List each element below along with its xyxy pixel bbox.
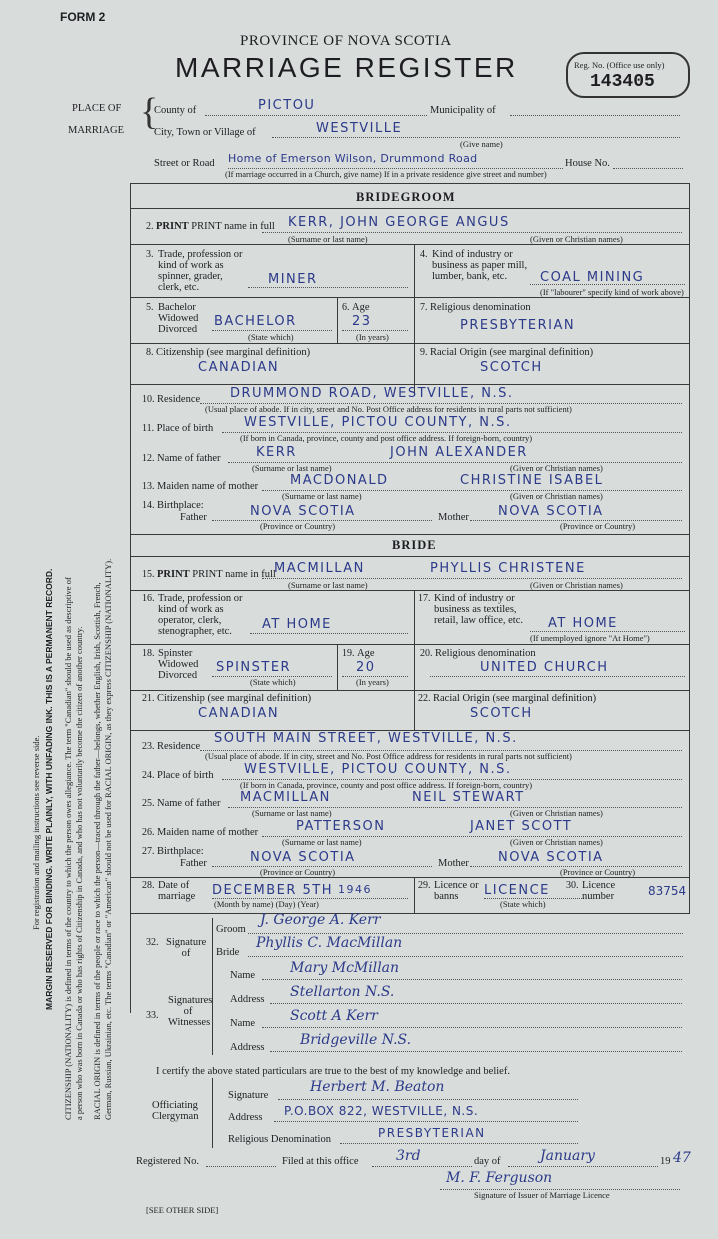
bride-given: PHYLLIS CHRISTENE: [430, 561, 586, 576]
groom-racial: SCOTCH: [480, 360, 543, 375]
licence-number: 83754: [648, 884, 687, 898]
groom-age-label: Age: [352, 302, 370, 313]
margin-instructions: For registration and mailing instructions see reverse side.: [31, 735, 41, 930]
groom-birth-note: (If born in Canada, province, county and post office address. If foreign-born, country): [240, 433, 533, 443]
brace-icon: {: [140, 91, 159, 133]
give-name-note: (Give name): [460, 139, 503, 149]
bride-industry: AT HOME: [548, 616, 618, 631]
signature-of-label: Signature of: [166, 937, 207, 959]
licence-number-label: Licence number: [582, 880, 616, 902]
bride-father-surname-note: (Surname or last name): [252, 808, 332, 818]
street-value: Home of Emerson Wilson, Drummond Road: [228, 152, 478, 165]
groom-mother-label: Maiden name of mother: [157, 481, 259, 492]
groom-in-years: (In years): [356, 332, 389, 342]
filed-label: Filed at this office: [282, 1156, 359, 1167]
groom-residence: DRUMMOND ROAD, WESTVILLE, N.S.: [230, 386, 514, 401]
groom-mother-prov-note: (Province or Country): [560, 521, 636, 531]
bride-birthplace-label: Place of birth: [157, 770, 214, 781]
bride-given-note: (Given or Christian names): [530, 580, 623, 590]
margin-binding-note: MARGIN RESERVED FOR BINDING. WRITE PLAINLY, WITH UNFADING INK. THIS IS A PERMANENT RECORD.: [44, 568, 54, 1010]
bride-racial-label: Racial Origin (see marginal definition): [433, 693, 597, 704]
groom-birthplace: WESTVILLE, PICTOU COUNTY, N.S.: [244, 415, 512, 430]
margin-racial-2: German, Russian, Ukrainian, etc. The terms "Canadian" or "American" should not be used for RACIAL ORIGIN, as they express CITIZENSHIP (NATIONALITY).: [103, 558, 113, 1120]
bride-industry-note: (If unemployed ignore "At Home"): [530, 633, 650, 643]
bride-status-label: Spinster Widowed Divorced: [158, 648, 199, 681]
bride-racial: SCOTCH: [470, 706, 533, 721]
print-name-bold: PRINT: [156, 221, 189, 232]
place-of-label: PLACE OF: [72, 103, 122, 114]
groom-mother-surname: MACDONALD: [290, 473, 389, 488]
city-value: WESTVILLE: [316, 121, 403, 136]
bride-trade-label: Trade, profession or kind of work as operator, clerk, stenographer, etc.: [158, 593, 243, 637]
groom-signature: J. George A. Kerr: [260, 912, 381, 928]
bride-mother-surname-note: (Surname or last name): [282, 837, 362, 847]
groom-religion-label: Religious denomination: [430, 302, 531, 313]
groom-bp-label: Birthplace:: [157, 500, 204, 511]
groom-mother-surname-note: (Surname or last name): [282, 491, 362, 501]
groom-father-given: JOHN ALEXANDER: [390, 445, 528, 460]
bride-status: SPINSTER: [216, 660, 292, 675]
city-label: City, Town or Village of: [154, 127, 256, 138]
groom-name-label: PRINT name in full: [191, 221, 275, 232]
clergy-denomination: PRESBYTERIAN: [378, 1126, 486, 1140]
bride-residence: SOUTH MAIN STREET, WESTVILLE, N.S.: [214, 731, 518, 746]
groom-citizenship: CANADIAN: [198, 360, 280, 375]
reg-number: 143405: [590, 72, 655, 92]
margin-citizenship-2: a person who was born in Canada or who has rights of Citizenship in Canada, and who has not voluntarily become the citizen of another country.: [74, 626, 84, 1120]
bridegroom-heading: BRIDEGROOM: [356, 190, 456, 204]
groom-age: 23: [352, 314, 372, 329]
groom-industry: COAL MINING: [540, 270, 645, 285]
licence-state-which: (State which): [500, 899, 546, 909]
groom-citizenship-label: Citizenship (see marginal definition): [156, 347, 311, 358]
bride-sig-label: Bride: [216, 947, 240, 958]
groom-state-which: (State which): [248, 332, 294, 342]
groom-industry-note: (If "labourer" specify kind of work above): [540, 287, 684, 297]
groom-father-bp: NOVA SCOTIA: [250, 504, 356, 519]
province-heading: PROVINCE OF NOVA SCOTIA: [240, 33, 452, 49]
issuer-signature: M. F. Ferguson: [446, 1170, 553, 1186]
groom-mother-given-note: (Given or Christian names): [510, 491, 603, 501]
form-number: FORM 2: [60, 10, 106, 24]
groom-bp-mother-label: Mother: [438, 512, 469, 523]
witness2-address: Bridgeville N.S.: [300, 1032, 412, 1048]
groom-trade-label: Trade, profession or kind of work as spinner, grader, clerk, etc.: [158, 249, 243, 293]
groom-birthplace-label: Place of birth: [156, 423, 214, 434]
clergy-address-label: Address: [228, 1112, 263, 1123]
witness1-address: Stellarton N.S.: [290, 984, 395, 1000]
bride-bp-label: Birthplace:: [157, 846, 204, 857]
issuer-label: Signature of Issuer of Marriage Licence: [474, 1190, 610, 1200]
bride-state-which: (State which): [250, 677, 296, 687]
bride-citizenship: CANADIAN: [198, 706, 280, 721]
certify-statement: I certify the above stated particulars are true to the best of my knowledge and belief.: [156, 1066, 510, 1077]
bride-in-years: (In years): [356, 677, 389, 687]
bride-father-label: Name of father: [157, 798, 221, 809]
bride-father-surname: MACMILLAN: [240, 790, 331, 805]
bride-name-label: PRINT name in full: [192, 569, 276, 580]
groom-mother-given: CHRISTINE ISABEL: [460, 473, 604, 488]
witnesses-label: Signatures of Witnesses: [168, 995, 213, 1028]
clergy-signature: Herbert M. Beaton: [310, 1079, 445, 1095]
groom-name: KERR, JOHN GEORGE ANGUS: [288, 215, 510, 230]
document-page: FORM 2 PROVINCE OF NOVA SCOTIA MARRIAGE REGISTER Reg. No. (Office use only) 143405 For registration and mailing instructions see reverse side. MARGIN RESERVED FOR BINDING. WRITE PLAINLY, WITH UNFADING INK. THIS IS A PERMANENT RECORD. CITIZENSHIP (NATIONALITY) is defined in terms of the country to which the person owes allegiance. The term "Canadian" should be used as descriptive of a person who was born in Canada or who has rights of Citizenship in Canada, and who has not voluntarily become the citizen of another country. RACIAL ORIGIN is defined in terms of the people or race to which the person—traced through the father—belongs, whether English, Irish, Scottish, French, German, Russian, Ukrainian, etc. The terms "Canadian" or "American" should not be used for RACIAL ORIGIN, as they express CITIZENSHIP (NATIONALITY). PLACE OF MARRIAGE { County of PICTOU Municipality of City, Town or Village of WESTVILLE (Give name) Street or Road Home of Emerson Wilson, Drummond Road House No. (If marriage occurred in a Church, give name) If in a private residence give street and number) BRIDEGROOM 2. PRINT PRINT name in full KERR, JOHN GEORGE ANGUS (Surname or last name) (Given or Christian names) 3. Trade, profession or kind of work as spinner, grader, clerk, etc. MINER 4. Kind of industry or business as paper mill, lumber, bank, etc. COAL MINING (If "labourer" specify kind of work above) 5. Bachelor Widowed Divorced BACHELOR (State which) 6. Age 23 (In years) 7. Religious denomination PRESBYTERIAN 8. Citizenship (see marginal definition) CANADIAN 9. Racial Origin (see marginal definition) SCOTCH 10. Residence DRUMMOND ROAD, WESTVILLE, N.S. (Usual place of abode. If in city, street and No. Post Office address for residents in rural parts not sufficient) 11. Place of birth WESTVILLE, PICTOU COUNTY, N.S. (If born in Canada, province, county and post office address. If foreign-born, country) 12. Name of father KERR JOHN ALEXANDER (Surname or last name) (Given or Christian names) 13. Maiden name of mother MACDONALD CHRISTINE ISABEL (Surname or last name) (Given or Christian names) 14. Birthplace: Father NOVA SCOTIA (Province or Country) Mother NOVA SCOTIA (Province or Country) BRIDE 15. PRINT PRINT name in full MACMILLAN PHYLLIS CHRISTENE (Surname or last name) (Given or Christian names) 16. Trade, profession or kind of work as operator, clerk, stenographer, etc. AT HOME 17. Kind of industry or business as textiles, retail, law office, etc. AT HOME (If unemployed ignore "At Home") 18. Spinster Widowed Divorced SPINSTER (State which) 19. Age 20 (In years) 20. Religious denomination UNITED CHURCH 21. Citizenship (see marginal definition) CANADIAN 22. Racial Origin (see marginal definition) SCOTCH 23. Residence SOUTH MAIN STREET, WESTVILLE, N.S. (Usual place of abode. If in city, street and No. Post Office address for residents in rural parts not sufficient) 24. Place of birth WESTVILLE, PICTOU COUNTY, N.S. (If born in Canada, province, county and post office address. If foreign-born, country) 25. Name of father MACMILLAN NEIL STEWART (Surname or last name) (Given or Christian names) 26. Maiden name of mother PATTERSON JANET SCOTT (Surname or last name) (Given or Christian names) 27. Birthplace: Father NOVA SCOTIA (Province or Country) Mother NOVA SCOTIA (Province or Country) 28. Date of marriage DECEMBER 5TH 1946 (Month by name) (Day) (Year) 29. Licence or banns LICENCE (State which) 30. Licence number 83754 32. Signature of Groom J. George A. Kerr Bride Phyllis C. MacMillan 33. Signatures of Witnesses Name Mary McMillan Address Stellarton N.S. Name Scott A Kerr Address Bridgeville N.S. I certify the above stated particulars are true to the best of my knowledge and belief. Officiating Clergyman Signature Herbert M. Beaton Address P.O.BOX 822, WESTVILLE, N.S. Religious Denomination PRESBYTERIAN Registered No. Filed at this office 3rd day of January 19 47 M. F. Ferguson Signature of Issuer of Marriage Licence [SEE OTHER SIDE]: [31, 10, 691, 1215]
street-label: Street or Road: [154, 158, 215, 169]
bride-residence-label: Residence: [157, 741, 201, 752]
bride-citizenship-label: Citizenship (see marginal definition): [157, 693, 312, 704]
filed-year-prefix: 19: [660, 1156, 671, 1167]
groom-status-label: Bachelor Widowed Divorced: [158, 302, 199, 335]
bride-age-label: Age: [357, 648, 375, 659]
bride-father-bp: NOVA SCOTIA: [250, 850, 356, 865]
groom-bp-father-label: Father: [180, 512, 207, 523]
date-label: Date of marriage: [158, 880, 196, 902]
w2-address-label: Address: [230, 1042, 265, 1053]
w1-name-label: Name: [230, 970, 256, 981]
bride-trade: AT HOME: [262, 617, 332, 632]
municipality-label: Municipality of: [430, 105, 496, 116]
filed-day: 3rd: [396, 1148, 421, 1164]
groom-father-given-note: (Given or Christian names): [510, 463, 603, 473]
licence-banns-label: Licence or banns: [434, 880, 479, 902]
bride-heading: BRIDE: [392, 538, 437, 552]
margin-citizenship-1: CITIZENSHIP (NATIONALITY) is defined in terms of the country to which the person owes allegiance. The term "Canadian" should be used as descriptive of: [63, 577, 73, 1120]
groom-given-note: (Given or Christian names): [530, 234, 623, 244]
bride-mother-prov-note: (Province or Country): [560, 867, 636, 877]
reg-number-box: [566, 52, 690, 98]
bride-father-prov-note: (Province or Country): [260, 867, 336, 877]
bride-residence-note: (Usual place of abode. If in city, street and No. Post Office address for residents in rural parts not sufficient): [205, 751, 572, 761]
bride-mother-label: Maiden name of mother: [157, 827, 259, 838]
bride-surname: MACMILLAN: [274, 561, 365, 576]
county-label: County of: [154, 105, 197, 116]
page-title: MARRIAGE REGISTER: [175, 52, 518, 83]
bride-industry-label: Kind of industry or business as textiles, retail, law office, etc.: [434, 593, 524, 626]
w1-address-label: Address: [230, 994, 265, 1005]
reg-number-label: Reg. No. (Office use only): [574, 60, 665, 70]
bride-birthplace: WESTVILLE, PICTOU COUNTY, N.S.: [244, 762, 512, 777]
groom-mother-bp: NOVA SCOTIA: [498, 504, 604, 519]
bride-father-given: NEIL STEWART: [412, 790, 525, 805]
date-note: (Month by name) (Day) (Year): [214, 899, 319, 909]
filed-month: January: [540, 1148, 595, 1164]
groom-trade: MINER: [268, 272, 318, 287]
marriage-year: 1946: [338, 883, 372, 896]
bride-birth-note: (If born in Canada, province, county and post office address. If foreign-born, country): [240, 780, 533, 790]
street-note: (If marriage occurred in a Church, give name) If in a private residence give street and number): [225, 169, 547, 179]
groom-residence-note: (Usual place of abode. If in city, street and No. Post Office address for residents in rural parts not sufficient): [205, 404, 572, 414]
bride-mother-given: JANET SCOTT: [470, 819, 573, 834]
county-value: PICTOU: [258, 98, 316, 113]
groom-racial-label: Racial Origin (see marginal definition): [430, 347, 594, 358]
bride-religion-label: Religious denomination: [435, 648, 536, 659]
clergy-denomination-label: Religious Denomination: [228, 1134, 331, 1145]
bride-mother-given-note: (Given or Christian names): [510, 837, 603, 847]
groom-father-label: Name of father: [157, 453, 221, 464]
clergy-signature-label: Signature: [228, 1090, 269, 1101]
bride-bp-mother-label: Mother: [438, 858, 469, 869]
bride-signature: Phyllis C. MacMillan: [256, 935, 403, 951]
see-other-side: [SEE OTHER SIDE]: [146, 1205, 219, 1215]
marriage-date: DECEMBER 5TH: [212, 883, 334, 898]
bride-father-given-note: (Given or Christian names): [510, 808, 603, 818]
day-of-label: day of: [474, 1156, 501, 1167]
w2-name-label: Name: [230, 1018, 256, 1029]
groom-industry-label: Kind of industry or business as paper mill, lumber, bank, etc.: [432, 249, 528, 282]
bride-religion: UNITED CHURCH: [480, 660, 609, 675]
witness2-name: Scott A Kerr: [290, 1008, 378, 1024]
bride-print-bold: PRINT: [157, 569, 190, 580]
groom-surname-note: (Surname or last name): [288, 234, 368, 244]
groom-father-surname-note: (Surname or last name): [252, 463, 332, 473]
witness1-name: Mary McMillan: [290, 960, 400, 976]
groom-status: BACHELOR: [214, 314, 297, 329]
margin-racial-1: RACIAL ORIGIN is defined in terms of the people or race to which the person—traced through the father—belongs, whether English, Irish, Scottish, French,: [92, 582, 102, 1120]
house-label: House No.: [565, 158, 610, 169]
bride-mother-bp: NOVA SCOTIA: [498, 850, 604, 865]
groom-sig-label: Groom: [216, 924, 246, 935]
groom-religion: PRESBYTERIAN: [460, 318, 576, 333]
bride-bp-father-label: Father: [180, 858, 207, 869]
groom-father-prov-note: (Province or Country): [260, 521, 336, 531]
groom-father-surname: KERR: [256, 445, 297, 460]
licence-type: LICENCE: [484, 883, 550, 898]
bride-mother-surname: PATTERSON: [296, 819, 386, 834]
marriage-label: MARRIAGE: [68, 125, 125, 136]
filed-year: 47: [673, 1150, 691, 1166]
bride-surname-note: (Surname or last name): [288, 580, 368, 590]
registered-no-label: Registered No.: [136, 1156, 199, 1167]
clergy-address: P.O.BOX 822, WESTVILLE, N.S.: [284, 1104, 479, 1118]
groom-residence-label: Residence: [157, 394, 201, 405]
officiating-label: Officiating Clergyman: [152, 1100, 199, 1122]
bride-age: 20: [356, 660, 376, 675]
